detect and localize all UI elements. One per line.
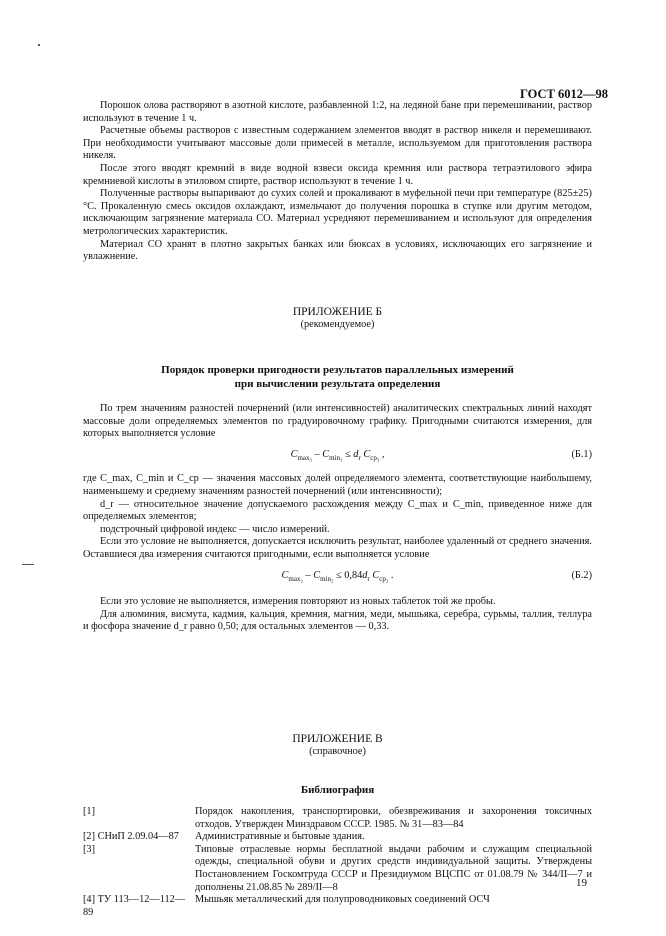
appendix-v-title: ПРИЛОЖЕНИЕ В [292,733,383,745]
appendix-b-title: ПРИЛОЖЕНИЕ Б [292,306,383,318]
page-number: 19 [576,877,587,889]
paragraph: Порошок олова растворяют в азотной кислоте, разбавленной 1:2, на ледяной бане при перемешивании, раствор используют в течение 1 ч. [83,100,592,124]
paragraph: Материал СО хранят в плотно закрытых банках или бюксах в условиях, исключающих его загрязнение и увлажнение. [83,238,592,263]
heading-line: Порядок проверки пригодности результатов параллельных измерений [161,364,514,376]
intro-section [83,100,592,264]
appendix-b-body [83,403,592,634]
paragraph: Если это условие не выполняется, измерения повторяют из новых таблеток той же пробы. [100,596,496,608]
paragraph: Расчетные объемы растворов с известным содержанием элементов вводят в раствор никеля и перемешивают. При необходимости учитывают массовые доли примесей в металле, используемом для приготовления раствора никеля. [83,125,592,162]
paragraph: Для алюминия, висмута, кадмия, кальция, кремния, магния, меди, мышьяка, серебра, сурьмы, таллия, теллура и фосфора значение d_r равно 0,50; для остальных элементов — 0,33. [83,608,592,633]
equation-number: (Б.2) [571,569,592,581]
bibliography-item: [3] Типовые отраслевые нормы бесплатной выдачи рабочим и служащим специальной одежды, специальной обуви и других средств индивидуальной защиты. Утверждены Постановлением Госкомтруда СССР и Президиумом ВЦСПС от 01.08.79 № 344/II—7 и дополнены 21.08.85 № 289/II—8 [83,843,592,893]
bibliography-item: [4] ТУ 113—12—112—89 Мышьяк металлический для полупроводниковых соединений ОСЧ [83,894,490,918]
document-header: ГОСТ 6012—98 [520,87,609,101]
appendix-b-subtitle: (рекомендуемое) [300,319,375,330]
formula-b1: $C_{max_3} - C_{min_3} \le d_r$ $C_{ср_3}$ , (Б.1) [290,448,592,462]
where-text: где C_max, C_min и C_ср — значения массовых долей определяемого элемента, соответствующие наибольшему, наименьшему и среднему значениям разностей почернений (или интенсивности); [83,473,592,498]
heading-line: при вычислении результата определения [234,377,441,390]
where-text: d_r — относительное значение допускаемого расхождения между C_max и C_min, приведенное ниже для определяемых элементов; [83,498,592,523]
equation-number: (Б.1) [571,448,592,460]
bibliography-list [83,806,592,919]
paragraph: Если это условие не выполняется, допускается исключить результат, наиболее удаленный от среднего значения. Оставшиеся два измерения считаются пригодными, если выполняется условие [83,536,592,560]
bibliography-item: [2] СНиП 2.09.04—87 Административные и бытовые здания. [83,831,365,843]
paragraph: После этого вводят кремний в виде водной взвеси оксида кремния или раствора тетраэтилового эфира кремниевой кислоты в этиловом спирте, раствор используют в течение 1 ч. [83,162,592,187]
paragraph: По трем значениям разностей почернений (или интенсивностей) аналитических спектральных линий находят массовые доли определяемых элементов по градуировочному графику. Пригодными считаются измерения, для которых выполняется условие [83,403,592,440]
paragraph: Полученные растворы выпаривают до сухих солей и прокаливают в муфельной печи при температуре (825±25) °С. Прокаленную смесь оксидов охлаждают, измельчают до получения порошка в ступке или другим методом, исключающим загрязнение материала СО. Материал усредняют перемешиванием и используют для определения метрологических характеристик. [83,188,592,237]
formula-b2: $C_{max_2} - C_{min_2} \le 0,84d_r$ $C_{ср_2}$ . (Б.2) [281,569,592,583]
bibliography-heading: Библиография [300,784,375,796]
scan-mark [22,564,34,565]
where-text: подстрочный цифровой индекс — число измерений. [100,523,330,535]
scan-speck [38,44,40,46]
appendix-v-subtitle: (справочное) [309,746,366,757]
bibliography-item: [1] Порядок накопления, транспортировки, обезвреживания и захоронения токсичных отходов. Утвержден Минздравом СССР. 1985. № 31—83—84 [83,806,592,830]
appendix-b-heading [83,364,592,391]
